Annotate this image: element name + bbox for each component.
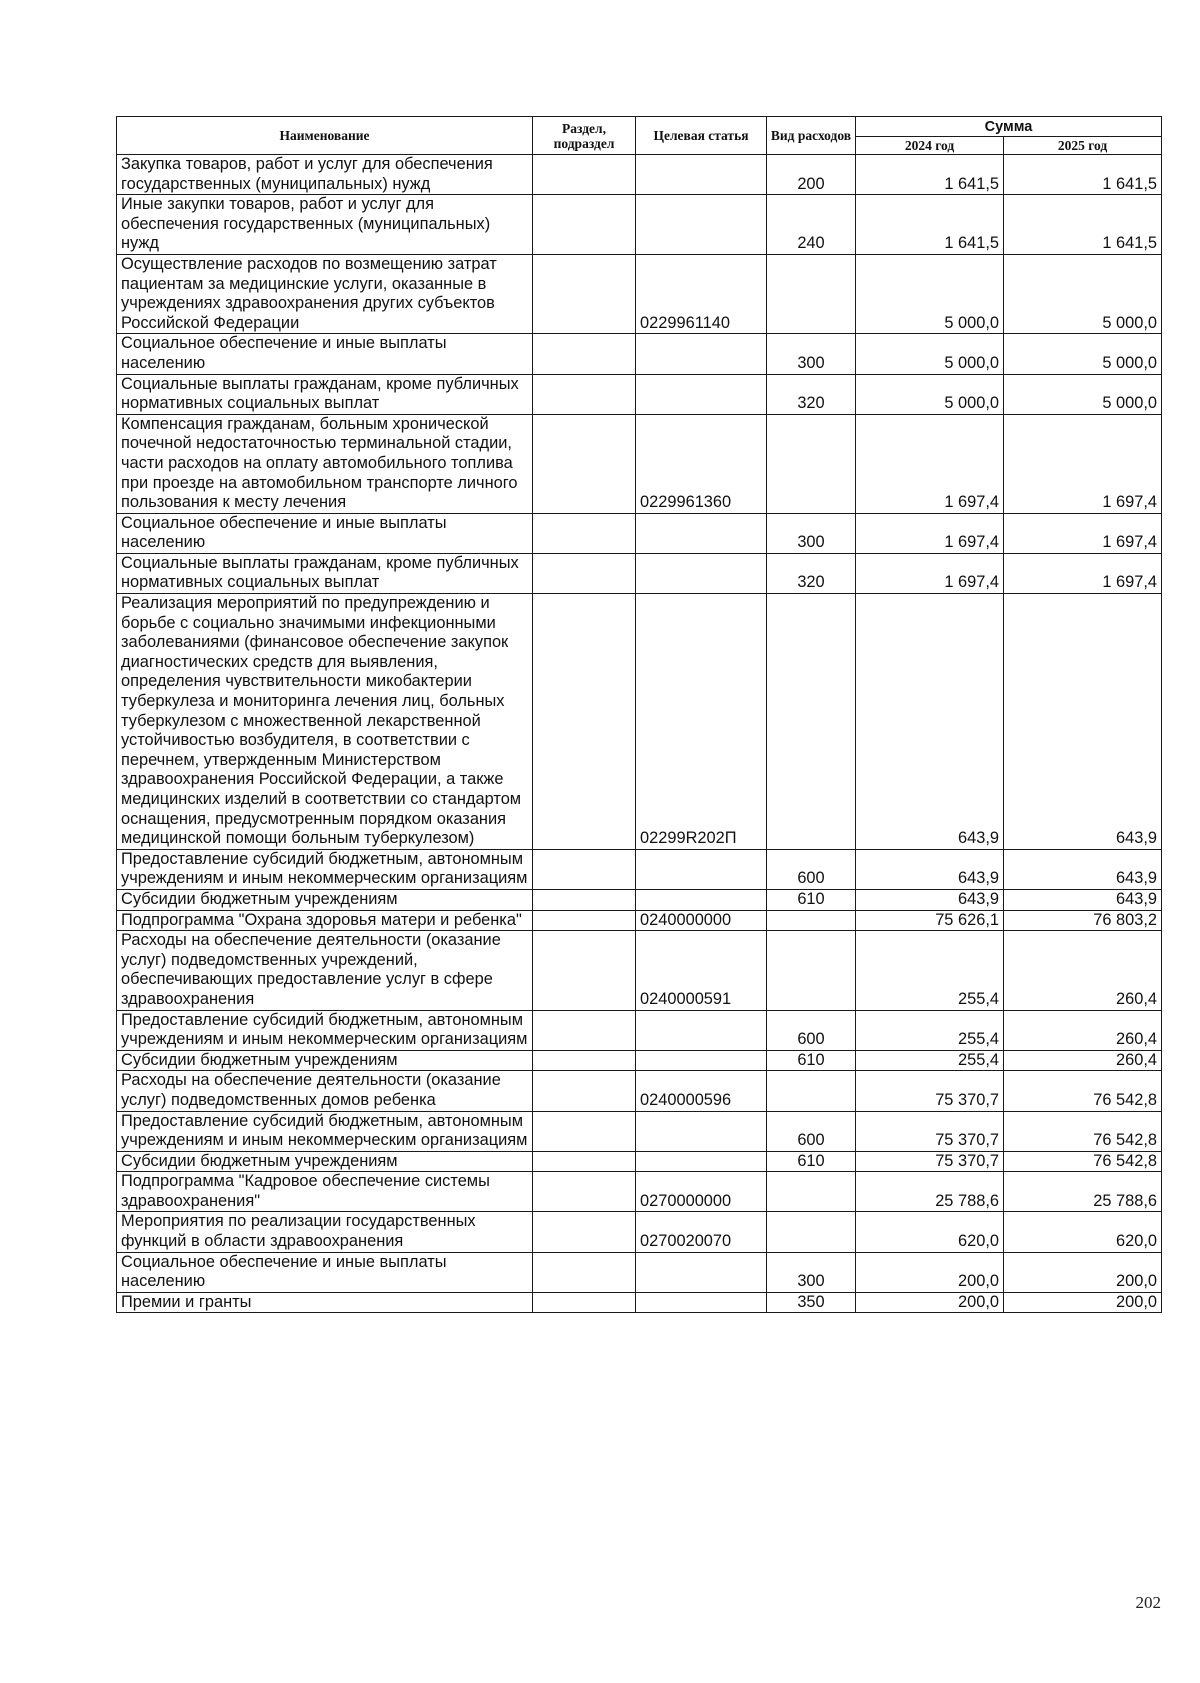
cell-name: Расходы на обеспечение деятельности (оказание услуг) подведомственных домов ребенка	[117, 1071, 533, 1111]
cell-amount-2024: 1 641,5	[856, 155, 1004, 195]
cell-target-code	[636, 374, 767, 414]
cell-amount-2024: 255,4	[856, 931, 1004, 1010]
cell-expense-kind: 600	[767, 849, 856, 889]
cell-amount-2025: 260,4	[1004, 1010, 1162, 1050]
cell-amount-2024: 75 370,7	[856, 1111, 1004, 1151]
cell-expense-kind: 300	[767, 1252, 856, 1292]
cell-section	[533, 553, 636, 593]
cell-amount-2024: 200,0	[856, 1292, 1004, 1313]
cell-expense-kind: 300	[767, 513, 856, 553]
cell-amount-2025: 200,0	[1004, 1292, 1162, 1313]
cell-amount-2024: 25 788,6	[856, 1172, 1004, 1212]
cell-section	[533, 414, 636, 513]
table-row	[117, 334, 1162, 374]
cell-target-code	[636, 849, 767, 889]
cell-amount-2024: 643,9	[856, 889, 1004, 910]
table-row	[117, 195, 1162, 255]
table-row	[117, 1212, 1162, 1252]
cell-name: Социальные выплаты гражданам, кроме публичных нормативных социальных выплат	[117, 553, 533, 593]
cell-amount-2025: 76 803,2	[1004, 910, 1162, 931]
table-row	[117, 594, 1162, 850]
cell-name: Компенсация гражданам, больным хронической почечной недостаточностью терминальной стадии, части расходов на оплату автомобильного топлива при проезде на автомобильном транспорте личного пользования к месту лечения	[117, 414, 533, 513]
cell-amount-2024: 1 641,5	[856, 195, 1004, 255]
table-row	[117, 155, 1162, 195]
cell-expense-kind	[767, 414, 856, 513]
page-number: 202	[1135, 1593, 1161, 1612]
cell-section	[533, 1252, 636, 1292]
cell-amount-2025: 260,4	[1004, 1050, 1162, 1071]
cell-section	[533, 931, 636, 1010]
cell-target-code	[636, 1151, 767, 1172]
header-2025: 2025 год	[1004, 137, 1162, 155]
cell-section	[533, 513, 636, 553]
cell-amount-2024: 1 697,4	[856, 553, 1004, 593]
table-row	[117, 1111, 1162, 1151]
cell-amount-2025: 5 000,0	[1004, 254, 1162, 333]
table-row	[117, 1050, 1162, 1071]
cell-section	[533, 1111, 636, 1151]
cell-amount-2024: 5 000,0	[856, 374, 1004, 414]
cell-name: Реализация мероприятий по предупреждению и борьбе с социально значимыми инфекционными заболеваниями (финансовое обеспечение закупок диагностических средств для выявления, определения чувствительности микобактерии туберкулеза и мониторинга лечения лиц, больных туберкулезом с множественной лекарственной устойчивостью возбудителя, в соответствии с перечнем, утвержденным Министерством здравоохранения Российской Федерации, а также медицинских изделий в соответствии со стандартом оснащения, предусмотренным порядком оказания медицинской помощи больным туберкулезом)	[117, 594, 533, 850]
cell-name: Подпрограмма "Кадровое обеспечение системы здравоохранения"	[117, 1172, 533, 1212]
cell-target-code	[636, 1292, 767, 1313]
table-row	[117, 1252, 1162, 1292]
cell-amount-2025: 620,0	[1004, 1212, 1162, 1252]
cell-name: Субсидии бюджетным учреждениям	[117, 1050, 533, 1071]
cell-expense-kind: 610	[767, 889, 856, 910]
cell-target-code: 0270020070	[636, 1212, 767, 1252]
cell-amount-2024: 75 370,7	[856, 1151, 1004, 1172]
cell-name: Предоставление субсидий бюджетным, автономным учреждениям и иным некоммерческим организациям	[117, 849, 533, 889]
cell-expense-kind: 300	[767, 334, 856, 374]
cell-amount-2024: 620,0	[856, 1212, 1004, 1252]
cell-target-code	[636, 553, 767, 593]
table-row	[117, 910, 1162, 931]
cell-target-code: 0229961360	[636, 414, 767, 513]
budget-sheet	[116, 116, 1161, 1313]
cell-expense-kind: 320	[767, 374, 856, 414]
cell-name: Расходы на обеспечение деятельности (оказание услуг) подведомственных учреждений, обеспечивающих предоставление услуг в сфере здравоохранения	[117, 931, 533, 1010]
table-row	[117, 1071, 1162, 1111]
cell-amount-2025: 643,9	[1004, 849, 1162, 889]
cell-section	[533, 254, 636, 333]
table-row	[117, 1010, 1162, 1050]
cell-amount-2025: 200,0	[1004, 1252, 1162, 1292]
cell-target-code	[636, 155, 767, 195]
cell-expense-kind	[767, 931, 856, 1010]
cell-amount-2024: 75 370,7	[856, 1071, 1004, 1111]
cell-target-code: 0240000596	[636, 1071, 767, 1111]
cell-target-code: 0240000000	[636, 910, 767, 931]
cell-expense-kind: 600	[767, 1111, 856, 1151]
cell-amount-2024: 643,9	[856, 849, 1004, 889]
cell-amount-2024: 5 000,0	[856, 254, 1004, 333]
cell-target-code	[636, 334, 767, 374]
cell-amount-2024: 1 697,4	[856, 414, 1004, 513]
cell-section	[533, 594, 636, 850]
cell-section	[533, 374, 636, 414]
cell-section	[533, 910, 636, 931]
cell-expense-kind	[767, 910, 856, 931]
cell-amount-2024: 643,9	[856, 594, 1004, 850]
table-body	[117, 155, 1162, 1313]
table-row	[117, 414, 1162, 513]
cell-section	[533, 155, 636, 195]
table-row	[117, 1172, 1162, 1212]
cell-expense-kind	[767, 1071, 856, 1111]
cell-expense-kind: 320	[767, 553, 856, 593]
header-name: Наименование	[117, 117, 533, 155]
cell-amount-2024: 75 626,1	[856, 910, 1004, 931]
cell-expense-kind: 610	[767, 1050, 856, 1071]
cell-expense-kind	[767, 594, 856, 850]
cell-name: Закупка товаров, работ и услуг для обеспечения государственных (муниципальных) нужд	[117, 155, 533, 195]
cell-name: Осуществление расходов по возмещению затрат пациентам за медицинские услуги, оказанные в учреждениях здравоохранения других субъектов Российской Федерации	[117, 254, 533, 333]
table-row	[117, 1292, 1162, 1313]
table-row	[117, 513, 1162, 553]
cell-amount-2025: 1 697,4	[1004, 414, 1162, 513]
cell-amount-2025: 76 542,8	[1004, 1111, 1162, 1151]
cell-section	[533, 1292, 636, 1313]
cell-expense-kind	[767, 1212, 856, 1252]
cell-amount-2025: 1 697,4	[1004, 513, 1162, 553]
cell-amount-2025: 643,9	[1004, 889, 1162, 910]
cell-expense-kind: 200	[767, 155, 856, 195]
table-row	[117, 849, 1162, 889]
cell-amount-2025: 76 542,8	[1004, 1071, 1162, 1111]
cell-name: Подпрограмма "Охрана здоровья матери и ребенка"	[117, 910, 533, 931]
cell-section	[533, 889, 636, 910]
cell-target-code	[636, 1252, 767, 1292]
cell-section	[533, 1050, 636, 1071]
cell-name: Иные закупки товаров, работ и услуг для обеспечения государственных (муниципальных) нужд	[117, 195, 533, 255]
cell-target-code	[636, 889, 767, 910]
cell-name: Социальное обеспечение и иные выплаты населению	[117, 1252, 533, 1292]
header-target: Целевая статья	[636, 117, 767, 155]
table-row	[117, 931, 1162, 1010]
cell-amount-2024: 200,0	[856, 1252, 1004, 1292]
cell-section	[533, 334, 636, 374]
table-row	[117, 374, 1162, 414]
cell-name: Мероприятия по реализации государственных функций в области здравоохранения	[117, 1212, 533, 1252]
cell-amount-2024: 255,4	[856, 1050, 1004, 1071]
header-2024: 2024 год	[856, 137, 1004, 155]
cell-name: Социальные выплаты гражданам, кроме публичных нормативных социальных выплат	[117, 374, 533, 414]
cell-name: Социальное обеспечение и иные выплаты населению	[117, 513, 533, 553]
cell-name: Предоставление субсидий бюджетным, автономным учреждениям и иным некоммерческим организациям	[117, 1010, 533, 1050]
cell-amount-2025: 25 788,6	[1004, 1172, 1162, 1212]
cell-amount-2025: 1 641,5	[1004, 195, 1162, 255]
cell-target-code: 02299R202П	[636, 594, 767, 850]
cell-section	[533, 195, 636, 255]
cell-amount-2025: 260,4	[1004, 931, 1162, 1010]
cell-section	[533, 1172, 636, 1212]
cell-amount-2025: 5 000,0	[1004, 374, 1162, 414]
cell-section	[533, 1212, 636, 1252]
table-row	[117, 889, 1162, 910]
cell-section	[533, 1010, 636, 1050]
table-row	[117, 1151, 1162, 1172]
cell-name: Субсидии бюджетным учреждениям	[117, 1151, 533, 1172]
cell-amount-2025: 1 641,5	[1004, 155, 1162, 195]
budget-table	[116, 116, 1162, 1313]
cell-expense-kind: 610	[767, 1151, 856, 1172]
cell-amount-2025: 76 542,8	[1004, 1151, 1162, 1172]
cell-target-code: 0229961140	[636, 254, 767, 333]
cell-target-code: 0240000591	[636, 931, 767, 1010]
cell-section	[533, 1071, 636, 1111]
cell-section	[533, 849, 636, 889]
cell-expense-kind: 350	[767, 1292, 856, 1313]
cell-expense-kind	[767, 1172, 856, 1212]
cell-name: Предоставление субсидий бюджетным, автономным учреждениям и иным некоммерческим организациям	[117, 1111, 533, 1151]
cell-target-code	[636, 195, 767, 255]
table-row	[117, 254, 1162, 333]
header-section: Раздел, подраздел	[533, 117, 636, 155]
cell-name: Премии и гранты	[117, 1292, 533, 1313]
cell-amount-2025: 1 697,4	[1004, 553, 1162, 593]
cell-expense-kind: 600	[767, 1010, 856, 1050]
header-sum: Сумма	[856, 117, 1162, 137]
cell-target-code	[636, 513, 767, 553]
cell-amount-2025: 643,9	[1004, 594, 1162, 850]
table-row	[117, 553, 1162, 593]
cell-section	[533, 1151, 636, 1172]
cell-expense-kind	[767, 254, 856, 333]
cell-amount-2024: 5 000,0	[856, 334, 1004, 374]
cell-expense-kind: 240	[767, 195, 856, 255]
header-kind: Вид расходов	[767, 117, 856, 155]
cell-target-code	[636, 1111, 767, 1151]
cell-target-code	[636, 1050, 767, 1071]
cell-name: Субсидии бюджетным учреждениям	[117, 889, 533, 910]
cell-amount-2025: 5 000,0	[1004, 334, 1162, 374]
cell-target-code: 0270000000	[636, 1172, 767, 1212]
cell-amount-2024: 255,4	[856, 1010, 1004, 1050]
cell-amount-2024: 1 697,4	[856, 513, 1004, 553]
cell-target-code	[636, 1010, 767, 1050]
cell-name: Социальное обеспечение и иные выплаты населению	[117, 334, 533, 374]
